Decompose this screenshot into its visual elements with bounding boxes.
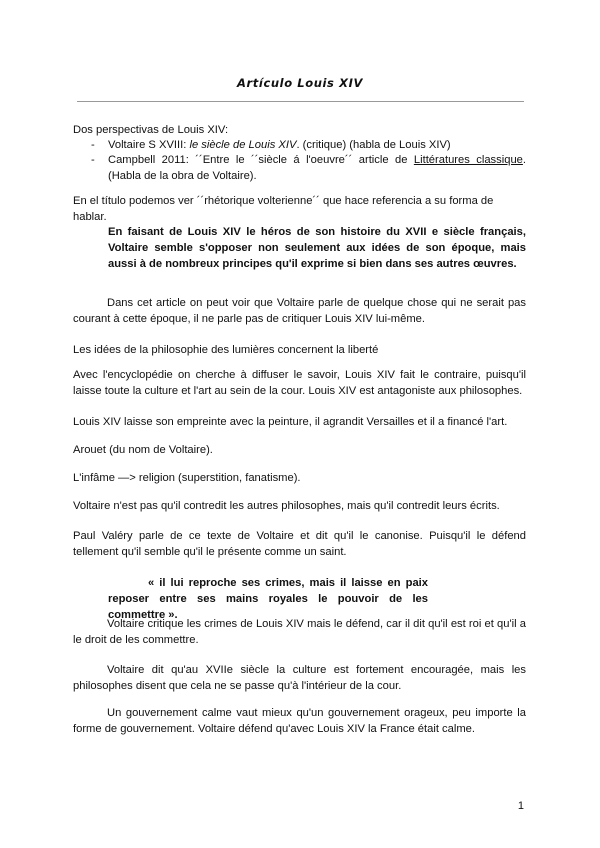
paragraph-article: Dans cet article on peut voir que Voltaire parle de quelque chose qui ne serait pas courant à cette époque, il ne parle pas de critiquer Louis XIV lui-même.: [73, 297, 526, 325]
bullet-dash: -: [91, 139, 95, 151]
paragraph-gouvernement: Un gouvernement calme vaut mieux qu'un gouvernement orageux, peu importe la forme de gouvernement. Voltaire défend qu'avec Louis XIV la France était calme.: [73, 707, 526, 735]
paragraph-infame: L'infâme —> religion (superstition, fanatisme).: [73, 472, 301, 484]
document-title: Artículo Louis XIV: [237, 76, 363, 90]
intro-line: Dos perspectivas de Louis XIV:: [73, 124, 229, 136]
bullet-item-campbell: [73, 153, 526, 184]
paragraph-title-analysis: En el título podemos ver ´´rhétorique volterienne´´ que hace referencia a su forma de hablar.: [73, 195, 494, 223]
paragraph-xviie: Voltaire dit qu'au XVIIe siècle la culture est fortement encouragée, mais les philosophes disent que cela ne se passe qu'à l'intérieur de la cour.: [73, 664, 526, 692]
bold-quote-2: « il lui reproche ses crimes, mais il laisse en paix reposer entre ses mains royales le pouvoir de les commettre ».: [108, 577, 428, 621]
bullet-text: [108, 138, 526, 154]
page-number: 1: [517, 800, 524, 812]
paragraph-idees: Les idées de la philosophie des lumières concernent la liberté: [73, 344, 379, 356]
bullet-italic-title: le siècle de Louis XIV: [189, 139, 297, 151]
bullet-pre: Campbell 2011: ´´Entre le ´´siècle á l'oeuvre´´ article de: [108, 154, 414, 166]
paragraph-arouet: Arouet (du nom de Voltaire).: [73, 444, 213, 456]
bullet-post: . (critique) (habla de Louis XIV): [296, 139, 451, 151]
paragraph-valery: Paul Valéry parle de ce texte de Voltaire et dit qu'il le canonise. Puisqu'il le défend tellement qu'il semble qu'il le présente comme un saint.: [73, 530, 526, 558]
bullet-text: [108, 153, 526, 184]
bullet-dash: -: [91, 154, 95, 166]
bullet-underlined-title: Littératures classique: [413, 154, 523, 166]
bullet-item-voltaire: [73, 138, 526, 154]
paragraph-contredit: Voltaire n'est pas qu'il contredit les autres philosophes, mais qu'il contredit leurs écrits.: [73, 500, 500, 512]
paragraph-empreinte: Louis XIV laisse son empreinte avec la peinture, il agrandit Versailles et il a financé l'art.: [73, 416, 508, 428]
bold-quote-1: En faisant de Louis XIV le héros de son histoire du XVII e siècle français, Voltaire semble s'opposer non seulement aux idées de son époque, mais aussi à de nombreux principes qu'il exprime si bien dans ses autres œuvres.: [108, 226, 526, 270]
paragraph-encyclopedie: Avec l'encyclopédie on cherche à diffuser le savoir, Louis XIV fait le contraire, puisqu'il laisse toute la culture et l'art au sein de la cour. Louis XIV est antagoniste aux philosophes.: [73, 369, 526, 397]
bullet-post: . (Habla de la obra de Voltaire).: [108, 154, 527, 182]
paragraph-critique: Voltaire critique les crimes de Louis XIV mais le défend, car il dit qu'il est roi et qu'il a le droit de les commettre.: [73, 618, 526, 646]
bullet-pre: Voltaire S XVIII:: [108, 139, 190, 151]
title-divider: [77, 101, 524, 102]
